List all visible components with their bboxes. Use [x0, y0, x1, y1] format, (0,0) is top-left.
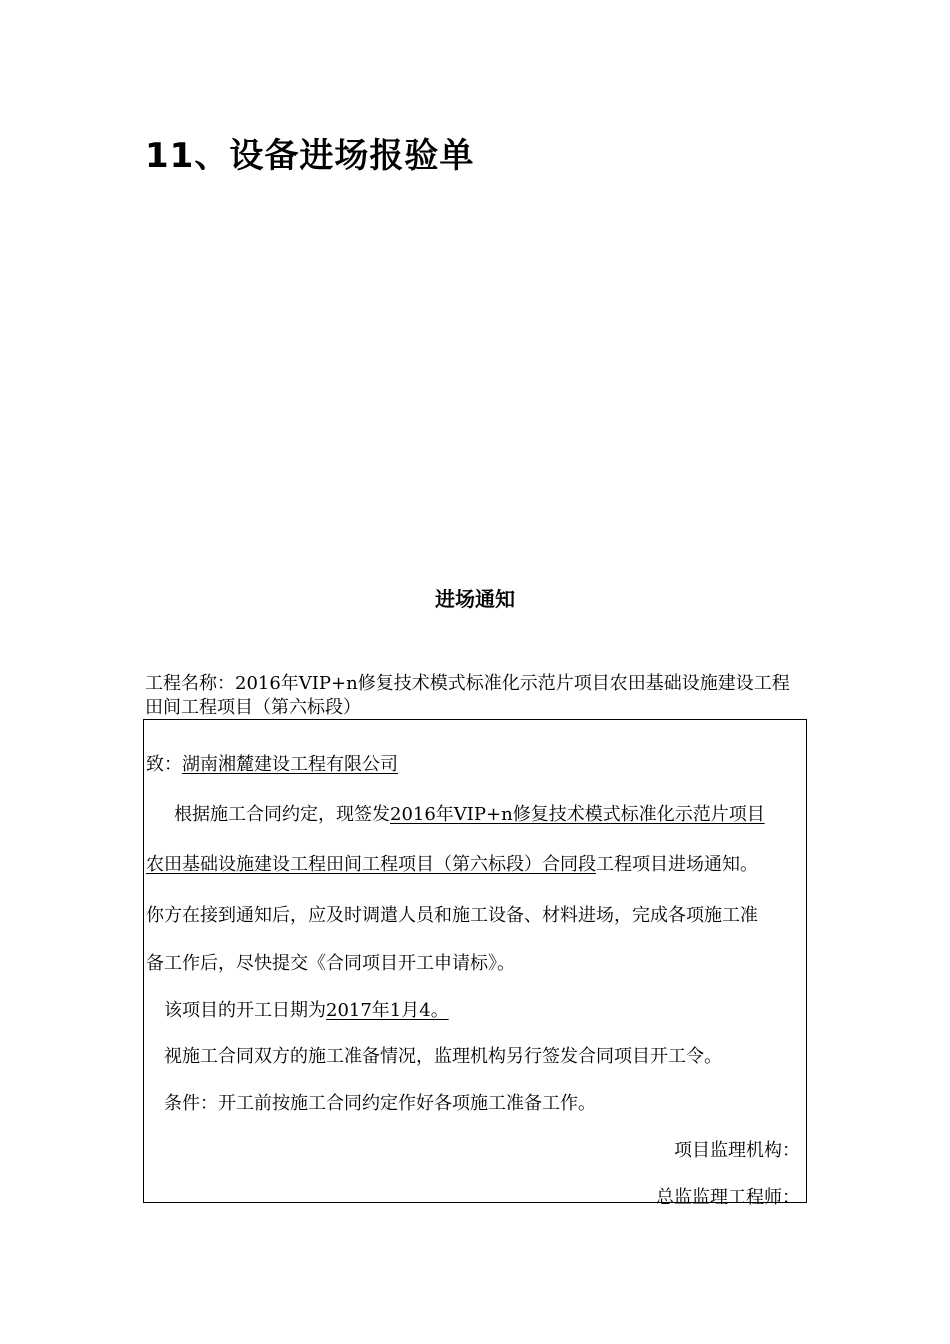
recipient-prefix: 致：: [146, 754, 182, 775]
start-date-line: [164, 996, 449, 1022]
paragraph-3: 视施工合同双方的施工准备情况，监理机构另行签发合同项目开工令。: [164, 1046, 722, 1067]
project-name-line: [145, 672, 807, 720]
notice-box: [143, 719, 807, 1208]
p1-suffix: 工程项目进场通知。: [596, 854, 758, 875]
notice-title: 进场通知: [435, 587, 515, 611]
supervision-org-label: 项目监理机构：: [674, 1140, 800, 1161]
start-prefix: 该项目的开工日期为: [164, 1000, 326, 1021]
start-date: 2017年1月4。: [326, 1000, 449, 1021]
chief-engineer-label: 总监监理工程师：: [656, 1187, 800, 1208]
recipient-line: [146, 750, 398, 776]
project-label: 工程名称：: [145, 673, 235, 694]
p1-prefix: 根据施工合同约定，现签发: [174, 804, 390, 825]
project-name: 2016年VIP+n修复技术模式标准化示范片项目农田基础设施建设工程田间工程项目（第六标段）: [145, 673, 790, 718]
p1-project-a: 2016年VIP+n修复技术模式标准化示范片项目: [390, 804, 765, 825]
paragraph-1-line-3: 你方在接到通知后，应及时调遣人员和施工设备、材料进场，完成各项施工准: [146, 905, 758, 926]
paragraph-4: 条件：开工前按施工合同约定作好各项施工准备工作。: [164, 1093, 596, 1114]
paragraph-1-line-1: [174, 800, 765, 826]
paragraph-1-line-4: 备工作后，尽快提交《合同项目开工申请标》。: [146, 953, 515, 974]
page-heading: 11、设备进场报验单: [145, 136, 475, 176]
paragraph-1-line-2: [146, 850, 758, 876]
p1-project-b: 农田基础设施建设工程田间工程项目（第六标段）合同段: [146, 854, 596, 875]
recipient-company: 湖南湘麓建设工程有限公司: [182, 754, 398, 775]
